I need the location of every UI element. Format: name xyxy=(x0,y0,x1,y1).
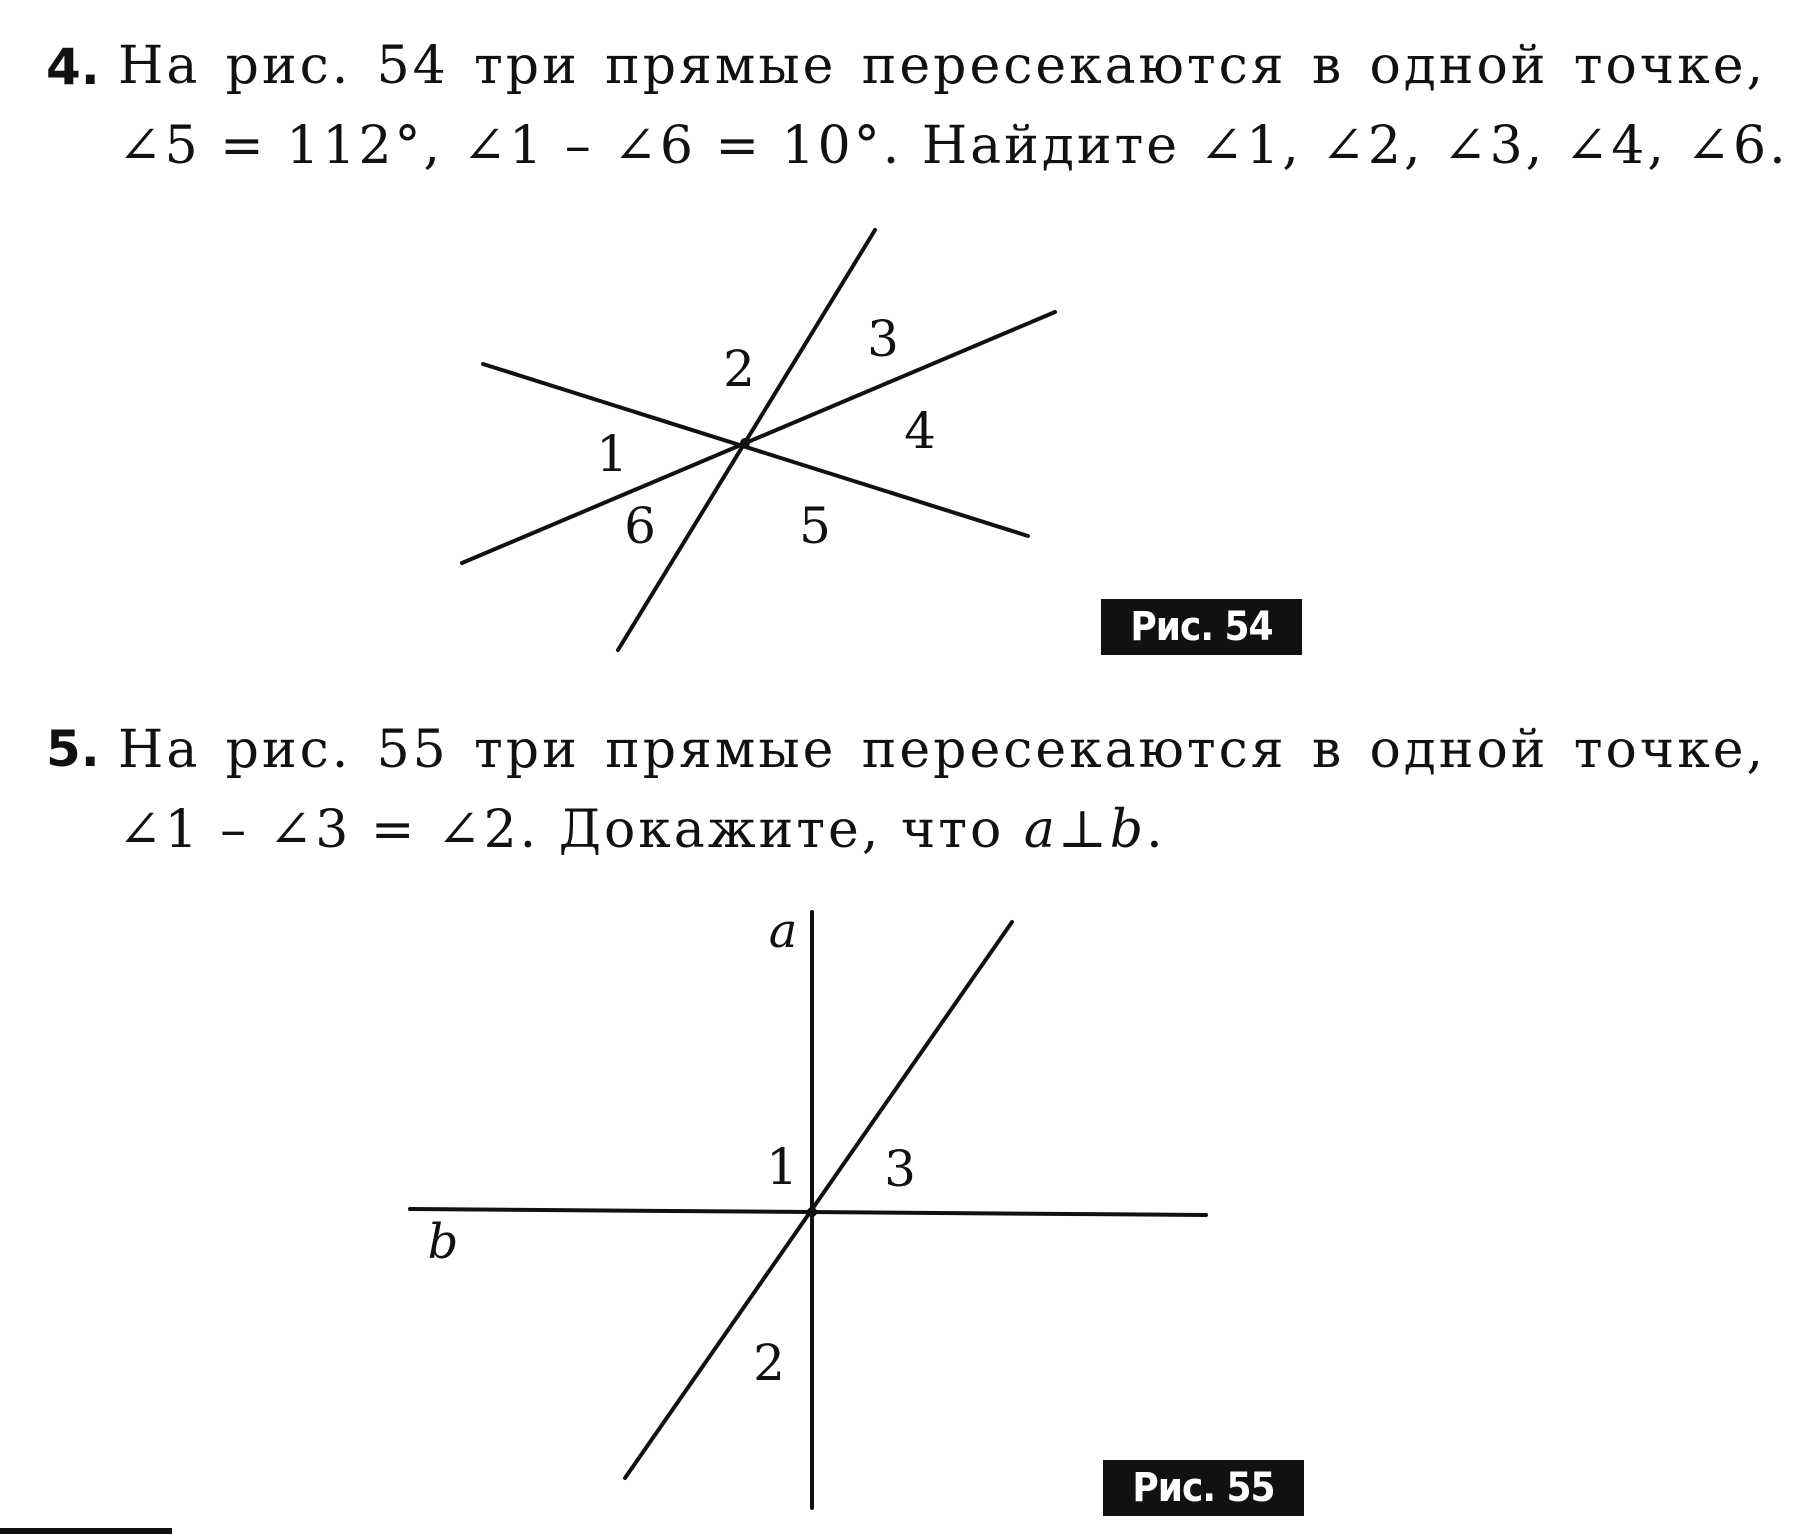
problem-5-var-b: b xyxy=(1109,800,1147,860)
problem-5-text-line-2-main: ∠1 – ∠3 = ∠2. Докажите, что xyxy=(118,800,1024,860)
fig55-line-slanted xyxy=(625,922,1012,1478)
figure-55-caption: Рис. 55 xyxy=(1103,1460,1304,1516)
fig54-angle-label-3: 3 xyxy=(867,310,899,368)
fig54-angle-label-4: 4 xyxy=(904,402,936,460)
fig55-angle-label-3: 3 xyxy=(884,1140,916,1198)
fig54-angle-label-5: 5 xyxy=(799,497,831,555)
fig54-line-descending xyxy=(483,364,1028,536)
fig54-intersection-point xyxy=(740,438,750,448)
figure-54-caption: Рис. 54 xyxy=(1101,599,1302,655)
problem-5-text-line-2 xyxy=(118,800,1166,860)
fig54-angle-label-6: 6 xyxy=(624,497,656,555)
fig54-line-shallow xyxy=(462,312,1055,563)
problem-5-number: 5. xyxy=(46,720,100,778)
problem-5-var-a: a xyxy=(1023,800,1058,860)
fig54-angle-label-2: 2 xyxy=(723,340,755,398)
fig55-intersection-point xyxy=(807,1207,817,1217)
fig55-angle-label-2: 2 xyxy=(753,1334,785,1392)
fig55-line-label-a: a xyxy=(768,903,798,959)
problem-4-text-line-2: ∠5 = 112°, ∠1 – ∠6 = 10°. Найдите ∠1, ∠2, ∠3, ∠4, ∠6. xyxy=(118,116,1789,176)
problem-4-text-line-1: На рис. 54 три прямые пересекаются в одной точке, xyxy=(118,36,1766,96)
problem-4-number: 4. xyxy=(46,38,100,96)
fig55-line-label-b: b xyxy=(427,1214,459,1270)
figure-54-lines xyxy=(462,230,1055,650)
fig55-angle-label-1: 1 xyxy=(766,1138,798,1196)
problem-5-period: . xyxy=(1146,800,1166,860)
problem-5-text-line-1: На рис. 55 три прямые пересекаются в одной точке, xyxy=(118,720,1766,780)
problem-5-perp-symbol: ⊥ xyxy=(1057,800,1110,860)
bottom-rule xyxy=(0,1528,172,1534)
fig54-angle-label-1: 1 xyxy=(596,425,628,483)
